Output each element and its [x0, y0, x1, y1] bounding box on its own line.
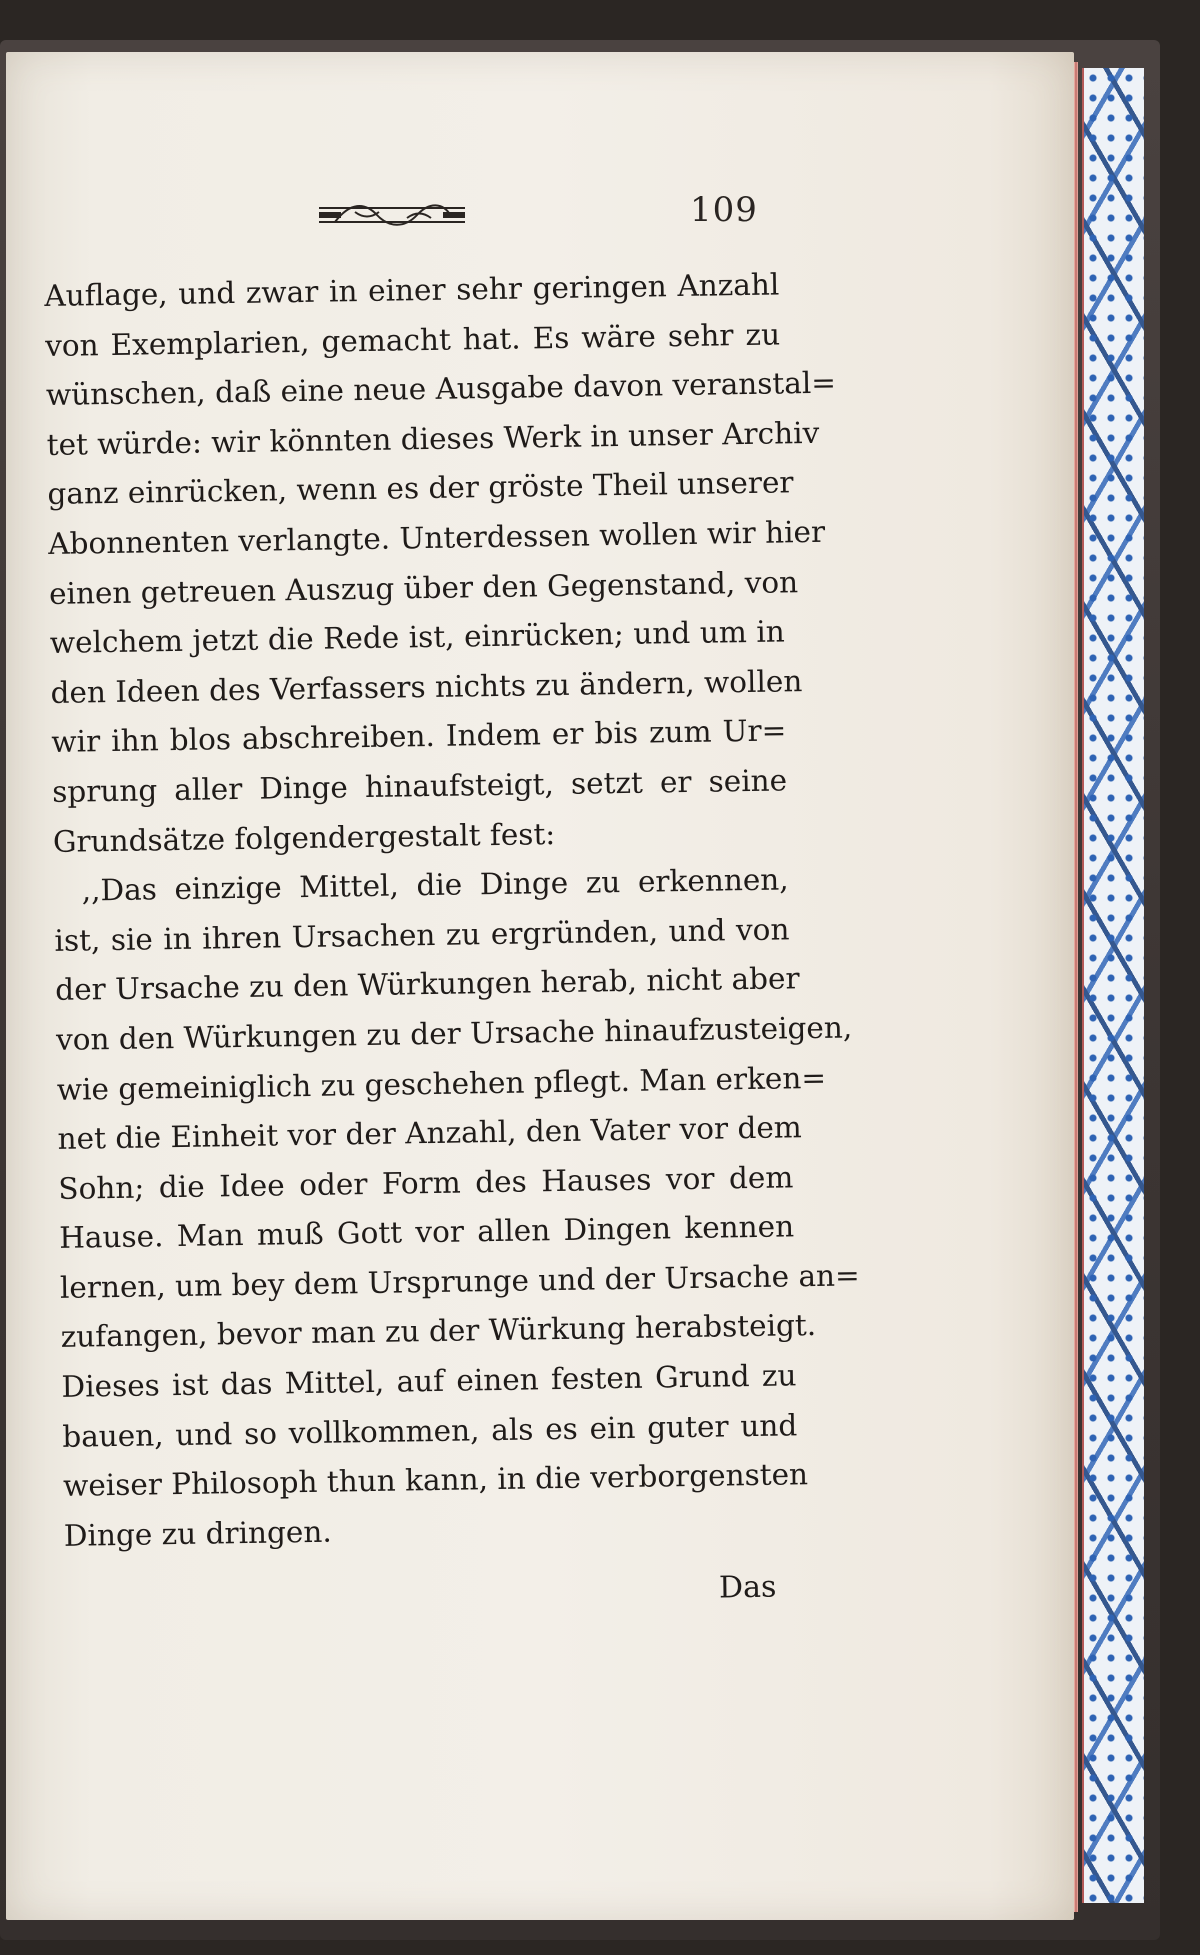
text-line: Dieses ist das Mittel, auf einen festen Grund zu [61, 1358, 797, 1404]
page-number: 109 [690, 190, 758, 230]
marbled-endpaper [1082, 68, 1144, 1903]
text-line: sprung aller Dinge hinaufsteigt, setzt er seine [51, 763, 788, 809]
ornamental-rule-icon [315, 198, 469, 232]
text-line: der Ursache zu den Würkungen herab, nicht aber [55, 961, 800, 1008]
text-line: lernen, um bey dem Ursprunge und der Ursache an= [59, 1258, 861, 1305]
text-line: von Exemplarien, gemacht hat. Es wäre sehr zu [44, 317, 781, 363]
text-line: ist, sie in ihren Ursachen zu ergründen, und von [54, 912, 790, 958]
text-line: tet würde: wir könnten dieses Werk in unser Archiv [46, 415, 820, 462]
text-line: ganz einrücken, wenn es der gröste Theil unserer [47, 465, 794, 512]
text-line: Sohn; die Idee oder Form des Hauses vor dem [58, 1160, 794, 1206]
text-line: zufangen, bevor man zu der Würkung herabsteigt. [60, 1308, 817, 1355]
body-text [44, 260, 861, 1561]
text-line: wie gemeiniglich zu geschehen pflegt. Man erken= [56, 1060, 827, 1107]
text-line: ,,Das einzige Mittel, die Dinge zu erkennen, [81, 862, 789, 908]
text-line: bauen, und so vollkommen, als es ein guter und [62, 1407, 798, 1454]
text-line: einen getreuen Auszug über den Gegenstand, von [48, 564, 799, 611]
text-line: net die Einheit vor der Anzahl, den Vater vor dem [57, 1110, 802, 1156]
text-line: wünschen, daß eine neue Ausgabe davon veranstal= [45, 365, 837, 413]
text-line: Hause. Man muß Gott vor allen Dingen kennen [58, 1209, 795, 1256]
text-line: Grundsätze folgendergestalt fest: [52, 816, 556, 859]
text-line: von den Würkungen zu der Ursache hinaufzusteigen, [55, 1010, 853, 1057]
text-line: Auflage, und zwar in einer sehr geringen Anzahl [44, 267, 780, 313]
text-line: welchem jetzt die Rede ist, einrücken; und um in [49, 614, 786, 661]
text-line: den Ideen des Verfassers nichts zu ändern, wollen [50, 663, 803, 710]
text-line: wir ihn blos abschreiben. Indem er bis zum Ur= [51, 713, 787, 760]
text-line: weiser Philosoph thun kann, in die verborgensten [62, 1457, 809, 1504]
catchword: Das [718, 1569, 777, 1606]
text-line: Abonnenten verlangte. Unterdessen wollen wir hier [48, 514, 826, 561]
text-line: Dinge zu dringen. [63, 1514, 332, 1553]
